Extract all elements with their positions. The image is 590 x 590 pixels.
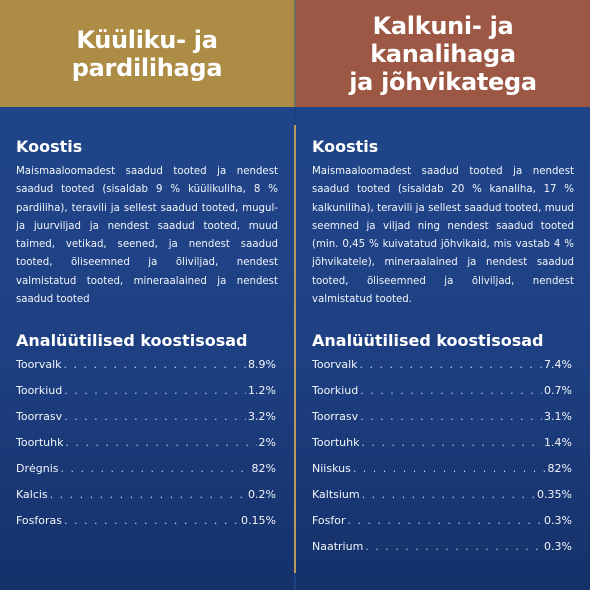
dot-leader [64, 514, 239, 527]
analytical-value: 1.4% [544, 436, 572, 449]
dot-leader [361, 436, 542, 449]
analytical-name: Toorrasv [312, 410, 359, 423]
analytical-row [16, 384, 276, 410]
analytical-row [16, 436, 276, 462]
right-product-title: Kalkuni- ja kanalihaga ja jõhvikategа [349, 11, 537, 96]
left-product-panel [0, 0, 294, 590]
analytical-name: Drėgnis [16, 462, 59, 475]
analytical-row [16, 410, 276, 436]
analytical-value: 0.3% [544, 540, 572, 553]
analytical-row [16, 488, 276, 514]
dot-leader [61, 462, 250, 475]
dot-leader [362, 488, 535, 501]
left-composition-text: Maismaaloomadest saadud tooted ja nendest saadud tooted (sisaldab 9 % küülikuliha, 8 % pardiliha), teravili ja sellest saadud tooted, mugul- ja juurviljad ja nendest saadud tooted, muud taimed, vetikad, seened, ja nendest saadud tooted, õliseemned ja õliviljad, nendest valmistatud tooted, mineraalained ja nendest saadud tooted [16, 166, 278, 306]
analytical-name: Naatrium [312, 540, 364, 553]
dot-leader [64, 358, 247, 371]
analytical-name: Toortuhk [312, 436, 360, 449]
analytical-row [312, 488, 572, 514]
analytical-name: Toorkiud [16, 384, 63, 397]
analytical-value: 8.9% [248, 358, 276, 371]
dot-leader [365, 540, 542, 553]
analytical-name: Toorvalk [16, 358, 62, 371]
analytical-value: 0.3% [544, 514, 572, 527]
analytical-value: 0.2% [248, 488, 276, 501]
dot-leader [64, 384, 246, 397]
left-analytical-title: Analüütilised koostisosad [16, 331, 248, 350]
right-composition-title: Koostis [312, 137, 379, 156]
analytical-name: Toorvalk [312, 358, 358, 371]
analytical-row [16, 462, 276, 488]
dot-leader [360, 384, 542, 397]
analytical-name: Toortuhk [16, 436, 64, 449]
dot-leader [360, 358, 543, 371]
analytical-row [312, 358, 572, 384]
analytical-value: 0.35% [537, 488, 572, 501]
right-header [296, 0, 590, 107]
right-composition-text: Maismaaloomadest saadud tooted ja nendest saadud tooted (sisaldab 20 % kanaliha, 17 % kalkuniliha), teravili ja sellest saadud tooted, muud seemned ja viljad ning nendest saadud tooted (min. 0,45 % kuivatatud jõhvikaid, mis vastab 4 % jõhvikatele), mineraalained ja nendest saadud tooted, õliseemned ja õliviljad, nendest valmistatud tooted. [312, 166, 574, 306]
analytical-row [312, 514, 572, 540]
left-header [0, 0, 294, 107]
analytical-name: Kalcis [16, 488, 48, 501]
analytical-value: 3.2% [248, 410, 276, 423]
right-product-panel [296, 0, 590, 590]
analytical-value: 2% [258, 436, 276, 449]
analytical-name: Fosforas [16, 514, 62, 527]
analytical-value: 82% [547, 462, 572, 475]
dot-leader [65, 436, 256, 449]
analytical-name: Toorkiud [312, 384, 359, 397]
dot-leader [50, 488, 246, 501]
analytical-value: 3.1% [544, 410, 572, 423]
analytical-name: Niiskus [312, 462, 351, 475]
analytical-value: 0.15% [241, 514, 276, 527]
analytical-name: Toorrasv [16, 410, 63, 423]
left-analytical-list [16, 358, 276, 540]
analytical-value: 1.2% [248, 384, 276, 397]
analytical-value: 0.7% [544, 384, 572, 397]
left-product-title: Küüliku- ja pardilihaga [71, 25, 223, 82]
dot-leader [360, 410, 542, 423]
dot-leader [353, 462, 546, 475]
analytical-row [312, 462, 572, 488]
right-analytical-title: Analüütilised koostisosad [312, 331, 544, 350]
analytical-value: 7.4% [544, 358, 572, 371]
analytical-row [312, 410, 572, 436]
analytical-row [16, 358, 276, 384]
dot-leader [348, 514, 543, 527]
analytical-row [312, 384, 572, 410]
analytical-value: 82% [251, 462, 276, 475]
analytical-row [312, 540, 572, 566]
analytical-name: Kaltsium [312, 488, 360, 501]
left-composition-title: Koostis [16, 137, 83, 156]
analytical-row [312, 436, 572, 462]
right-analytical-list [312, 358, 572, 566]
analytical-row [16, 514, 276, 540]
analytical-name: Fosfor [312, 514, 346, 527]
dot-leader [64, 410, 246, 423]
